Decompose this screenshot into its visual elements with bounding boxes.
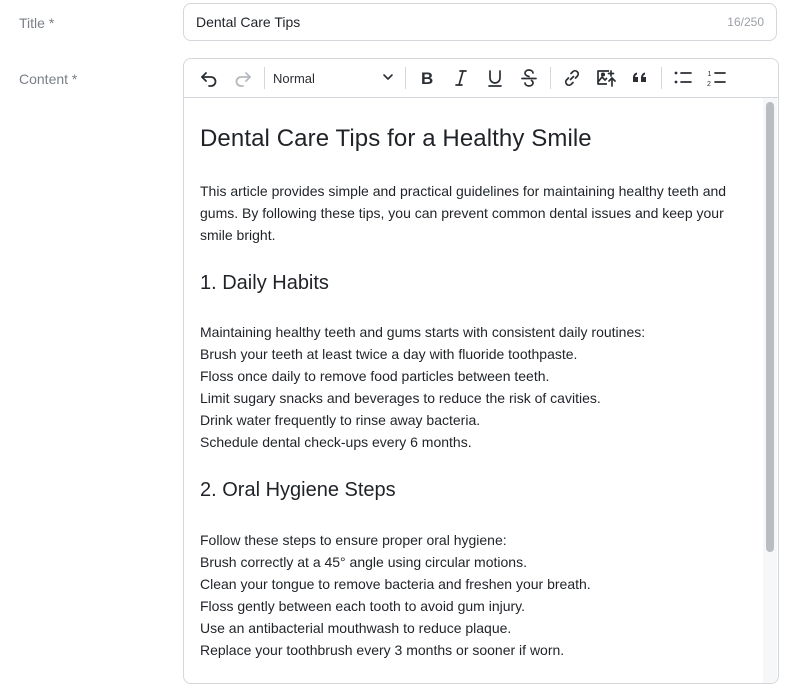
bold-icon[interactable] xyxy=(410,63,444,93)
paragraph-line: Brush your teeth at least twice a day with fluoride toothpaste. xyxy=(200,346,578,362)
svg-text:1: 1 xyxy=(707,71,712,78)
toolbar-divider xyxy=(550,67,551,89)
redo-icon[interactable] xyxy=(226,63,260,93)
paragraph-line: Clean your tongue to remove bacteria and freshen your breath. xyxy=(200,576,591,592)
document-heading: Dental Care Tips for a Healthy Smile xyxy=(200,125,592,152)
paragraph-line: Floss gently between each tooth to avoid gum injury. xyxy=(200,598,526,614)
numbered-list-icon[interactable] xyxy=(700,63,734,93)
rich-text-editor[interactable] xyxy=(183,58,779,684)
link-icon[interactable] xyxy=(555,63,589,93)
section-heading-oral-hygiene: 2. Oral Hygiene Steps xyxy=(200,479,396,501)
title-input[interactable] xyxy=(183,3,777,41)
section-oral-hygiene-body xyxy=(200,529,746,661)
toolbar-divider xyxy=(264,67,265,89)
quote-icon[interactable] xyxy=(623,63,657,93)
strikethrough-icon[interactable] xyxy=(512,63,546,93)
content-label: Content * xyxy=(19,71,78,87)
intro-paragraph: This article provides simple and practical guidelines for maintaining healthy teeth and gums. By following these tips, you can prevent common dental issues and keep your smile bright. xyxy=(200,183,727,243)
paragraph-line: Follow these steps to ensure proper oral hygiene: xyxy=(200,532,507,548)
paragraph-line: Replace your toothbrush every 3 months or sooner if worn. xyxy=(200,642,565,658)
editor-toolbar xyxy=(184,59,778,98)
section-daily-habits-body xyxy=(200,321,746,453)
paragraph-line: Limit sugary snacks and beverages to reduce the risk of cavities. xyxy=(200,390,601,406)
bullet-list-icon[interactable] xyxy=(666,63,700,93)
title-label: Title * xyxy=(19,15,55,31)
underline-icon[interactable] xyxy=(478,63,512,93)
italic-icon[interactable] xyxy=(444,63,478,93)
paragraph-line: Drink water frequently to rinse away bacteria. xyxy=(200,412,481,428)
paragraph-line: Brush correctly at a 45° angle using circular motions. xyxy=(200,554,527,570)
toolbar-divider xyxy=(405,67,406,89)
paragraph-line: Use an antibacterial mouthwash to reduce plaque. xyxy=(200,620,512,636)
scrollbar-thumb[interactable] xyxy=(766,102,774,552)
text-format-select[interactable] xyxy=(269,63,401,93)
svg-text:2: 2 xyxy=(707,81,711,88)
section-heading-daily-habits: 1. Daily Habits xyxy=(200,272,329,294)
editor-content-area[interactable] xyxy=(184,98,778,683)
svg-text:B: B xyxy=(421,69,434,88)
title-value[interactable]: Dental Care Tips xyxy=(196,14,301,30)
image-upload-icon[interactable] xyxy=(589,63,623,93)
undo-icon[interactable] xyxy=(192,63,226,93)
title-char-counter: 16/250 xyxy=(727,15,764,29)
paragraph-line: Maintaining healthy teeth and gums starts with consistent daily routines: xyxy=(200,324,646,340)
paragraph-line: Schedule dental check-ups every 6 months. xyxy=(200,434,472,450)
paragraph-line: Floss once daily to remove food particles between teeth. xyxy=(200,368,550,384)
chevron-down-icon xyxy=(381,70,395,87)
toolbar-divider xyxy=(661,67,662,89)
format-select-value: Normal xyxy=(273,70,315,86)
